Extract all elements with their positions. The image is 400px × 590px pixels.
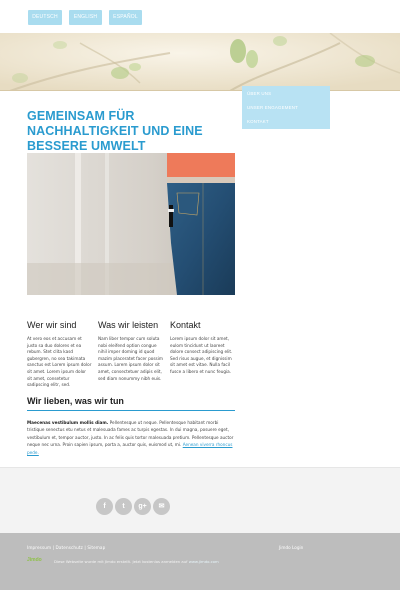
section-text xyxy=(27,419,237,456)
section-link[interactable]: Aenean viverra rhoncus pede. xyxy=(27,442,233,455)
page-title: GEMEINSAM FÜR NACHHALTIGKEIT UND EINE BESSERE UMWELT xyxy=(27,109,203,153)
section-title: Wir lieben, was wir tun xyxy=(27,396,124,406)
language-bar xyxy=(0,0,400,33)
jeans-photo xyxy=(27,153,235,295)
hero-divider xyxy=(0,90,400,91)
main-navigation xyxy=(242,86,330,129)
column-title: Kontakt xyxy=(170,320,201,330)
column-title: Wer wir sind xyxy=(27,320,77,330)
footer-copyright xyxy=(54,559,219,564)
email-icon[interactable]: ✉ xyxy=(153,498,170,515)
language-button-deutsch[interactable]: DEUTSCH xyxy=(28,10,62,25)
section-body: Pellentesque ut neque. Pellentesque habitant morbi tristique senectus etu netus et malesuada fames ac turpis egestas. In dui magna, posuere eget, vestibulum et, tempor auctor, justo. In ac felis quis tortor malesuada pretium. Pellentesque auctor neque nec urna. Proin sapien ipsum, porta a, auctor quis, euismod ut, mi. xyxy=(27,420,234,448)
column-title: Was wir leisten xyxy=(98,320,159,330)
twitter-icon[interactable]: t xyxy=(115,498,132,515)
hero-branches-image xyxy=(0,33,400,91)
nav-item-kontakt[interactable]: KONTAKT xyxy=(247,119,269,124)
section-lead: Maecenas vestibulum mollis diam. xyxy=(27,420,109,425)
column-kontakt xyxy=(170,320,235,376)
facebook-icon[interactable]: f xyxy=(96,498,113,515)
column-text: Nam liber tempor cum soluta nobi eleifend option congue nihil imper doming id quod mazim placeratet facer possim assum. Lorem ipsum dolor sit amet, consectetuer adipis elit, sed diam nonummy nibh euis. xyxy=(98,336,163,381)
nav-item-engagement[interactable]: UNSER ENGAGEMENT xyxy=(247,105,299,110)
footer-links[interactable]: Impressum | Datenschutz | Sitemap xyxy=(27,545,106,550)
footer-copy-link[interactable]: www.jimdo.com xyxy=(188,559,219,564)
footer-copy-text: Diese Webseite wurde mit Jimdo erstellt. Jetzt kostenlos anmelden auf xyxy=(54,559,188,564)
language-button-espanol[interactable]: ESPAÑOL xyxy=(109,10,142,25)
column-text: At vero eos et accusam et justo sa duo dolores et ea rebum. Stet clita kasd gubergren, no sea takimata sanctus est Lorem ipsum dolor sit amet. Lorem ipsum dolor sit amet, consetetur sadipscing elitr, sed. xyxy=(27,336,92,388)
jimdo-logo: Jimdo xyxy=(27,557,42,563)
nav-item-ueber-uns[interactable]: ÜBER UNS xyxy=(247,91,272,96)
section-divider xyxy=(27,410,235,411)
jeans-photo-image xyxy=(27,153,235,295)
google-plus-icon[interactable]: g+ xyxy=(134,498,151,515)
column-wer-wir-sind xyxy=(27,320,92,389)
social-band xyxy=(0,467,400,533)
column-text: Lorem ipsum dolor sit amet, eulom tincidunt ut laoreet dolore consect adipiscing elit. Sed risus augue, et dignissim sit amet est vitae. Nulla facil fusce a libero et nunc feugia. xyxy=(170,336,233,374)
footer-login-link[interactable]: Jimdo Login xyxy=(279,545,304,550)
column-was-wir-leisten xyxy=(98,320,163,382)
hero-banner xyxy=(0,33,400,91)
language-button-english[interactable]: ENGLISH xyxy=(69,10,102,25)
